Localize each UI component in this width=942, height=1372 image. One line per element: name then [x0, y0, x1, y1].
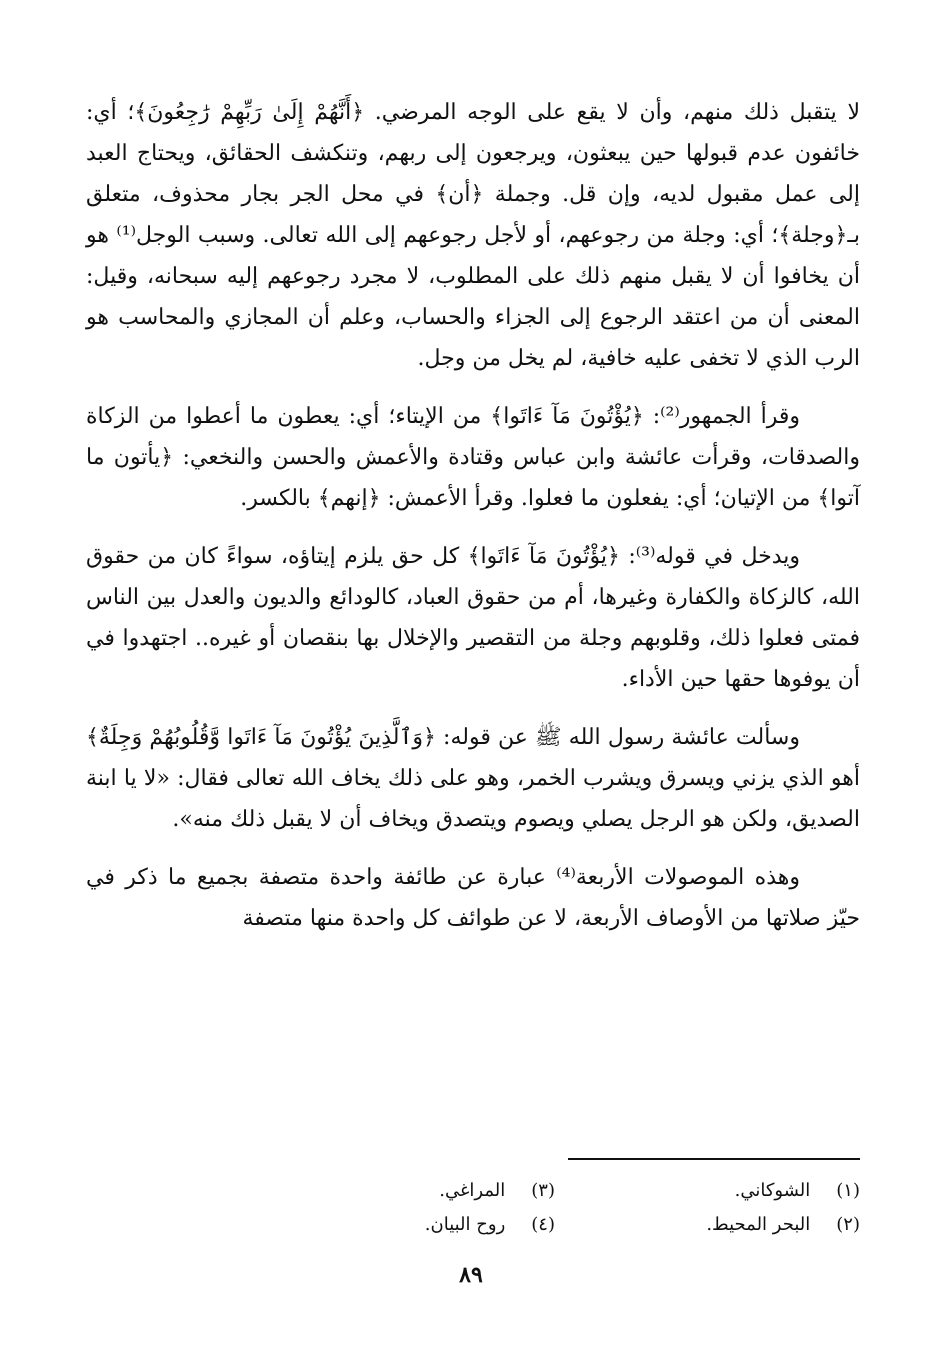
page-number: ٨٩ [459, 1262, 483, 1288]
footnotes [290, 1174, 860, 1242]
footnote-text: الشوكاني. [734, 1180, 811, 1201]
paragraph: لا يتقبل ذلك منهم، وأن لا يقع على الوجه المرضي. ﴿أَنَّهُمْ إِلَىٰ رَبِّهِمْ رَٰجِعُونَ﴾؛ أي: خائفون عدم قبولها حين يبعثون، ويرجعون إلى ربهم، وتنكشف الحقائق، ويحتاج العبد إلى عمل مقبول لديه، وإن قل. وجملة ﴿أن﴾ في محل الجر بجار محذوف، متعلق بـ﴿وجلة﴾؛ أي: وجلة من رجوعهم، أو لأجل رجوعهم إلى الله تعالى. وسبب الوجل⁽¹⁾ هو أن يخافوا أن لا يقبل منهم ذلك على المطلوب، لا مجرد رجوعهم إليه سبحانه، وقيل: المعنى أن من اعتقد الرجوع إلى الجزاء والحساب، وعلم أن المجازي والمحاسب هو الرب الذي لا تخفى عليه خافية، لم يخل من وجل. [86, 100, 860, 371]
footnote [595, 1174, 860, 1208]
footnote-text: روح البيان. [424, 1214, 506, 1235]
paragraph: وسألت عائشة رسول الله ﷺ عن قوله: ﴿وَٱلَّذِينَ يُؤْتُونَ مَآ ءَاتَوا وَّقُلُوبُهُمْ وَجِلَةٌ﴾ أهو الذي يزني ويسرق ويشرب الخمر، وهو على ذلك يخاف الله تعالى فقال: «لا يا ابنة الصديق، ولكن هو الرجل يصلي ويصوم ويتصدق ويخاف أن لا يقبل ذلك منه». [86, 725, 860, 832]
body-text [86, 92, 860, 939]
paragraph: وهذه الموصولات الأربعة⁽⁴⁾ عبارة عن طائفة واحدة متصفة بجميع ما ذكر في حيّز صلاتها من الأوصاف الأربعة، لا عن طوائف كل واحدة منها متصفة [86, 865, 860, 931]
footnote-number: (٣) [531, 1180, 555, 1201]
footnote [595, 1208, 860, 1242]
footnote-divider [568, 1158, 860, 1160]
paragraph: وقرأ الجمهور⁽²⁾: ﴿يُؤْتُونَ مَآ ءَاتَوا﴾ من الإيتاء؛ أي: يعطون ما أعطوا من الزكاة والصدقات، وقرأت عائشة وابن عباس وقتادة والأعمش والحسن والنخعي: ﴿يأتون ما آتوا﴾ من الإتيان؛ أي: يفعلون ما فعلوا. وقرأ الأعمش: ﴿إنهم﴾ بالكسر. [86, 404, 860, 511]
footnote-number: (١) [836, 1180, 860, 1201]
footnote-number: (٢) [836, 1214, 860, 1235]
footnote-text: المراغي. [439, 1180, 506, 1201]
footnote-text: البحر المحيط. [706, 1214, 811, 1235]
footnote [290, 1174, 555, 1208]
footnote [290, 1208, 555, 1242]
footnote-number: (٤) [531, 1214, 555, 1235]
paragraph: ويدخل في قوله⁽³⁾: ﴿يُؤْتُونَ مَآ ءَاتَوا﴾ كل حق يلزم إيتاؤه، سواءً كان من حقوق الله، كالزكاة والكفارة وغيرها، أم من حقوق العباد، كالودائع والديون والعدل بين الناس فمتى فعلوا ذلك، وقلوبهم وجلة من التقصير والإخلال بها بنقصان أو غيره.. اجتهدوا في أن يوفوها حقها حين الأداء. [86, 544, 860, 692]
